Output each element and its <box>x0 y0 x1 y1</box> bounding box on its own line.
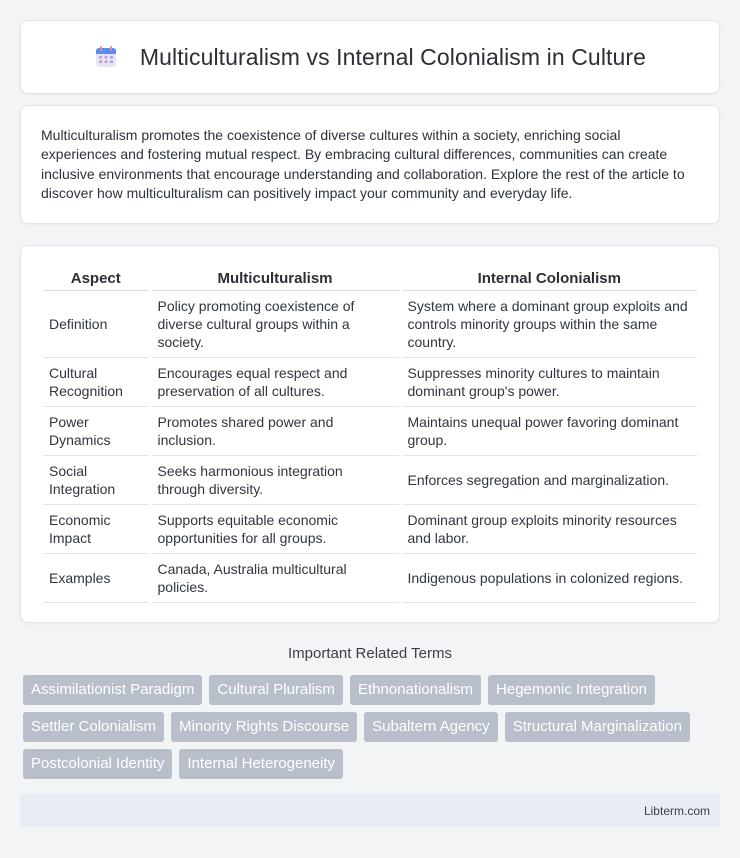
calendar-icon <box>94 45 118 69</box>
table-row <box>43 456 697 505</box>
row-internal-colonialism: Maintains unequal power favoring dominant group. <box>400 407 697 456</box>
row-internal-colonialism: Dominant group exploits minority resources and labor. <box>400 505 697 554</box>
table-row <box>43 291 697 358</box>
intro-card <box>20 105 720 224</box>
intro-text: Multiculturalism promotes the coexistence of diverse cultures within a society, enriching social experiences and fostering mutual respect. By embracing cultural differences, communities can create inclusive environments that encourage understanding and collaboration. Explore the rest of the article to discover how multiculturalism can positively impact your community and everyday life. <box>41 127 685 201</box>
row-internal-colonialism: Suppresses minority cultures to maintain dominant group's power. <box>400 358 697 407</box>
row-multiculturalism: Canada, Australia multicultural policies. <box>150 554 400 603</box>
related-terms-heading: Important Related Terms <box>288 645 452 662</box>
comparison-table <box>43 266 697 603</box>
related-terms-section <box>20 645 720 779</box>
page-title: Multiculturalism vs Internal Colonialism in Culture <box>139 43 647 70</box>
header-aspect: Aspect <box>43 266 150 291</box>
related-term-tag[interactable]: Structural Marginalization <box>505 712 690 742</box>
related-terms-list <box>20 675 720 779</box>
row-multiculturalism: Promotes shared power and inclusion. <box>150 407 400 456</box>
table-row <box>43 554 697 603</box>
title-wrap <box>94 44 646 71</box>
header-internal-colonialism: Internal Colonialism <box>400 266 697 291</box>
row-aspect: Definition <box>43 291 150 358</box>
row-multiculturalism: Policy promoting coexistence of diverse cultural groups within a society. <box>150 291 400 358</box>
header-multiculturalism: Multiculturalism <box>150 266 400 291</box>
footer-brand-link[interactable]: Libterm.com <box>643 803 710 818</box>
row-aspect: Power Dynamics <box>43 407 150 456</box>
header-card <box>20 20 720 94</box>
row-internal-colonialism: System where a dominant group exploits and controls minority groups within the same country. <box>400 291 697 358</box>
row-multiculturalism: Encourages equal respect and preservation of all cultures. <box>150 358 400 407</box>
related-term-tag[interactable]: Minority Rights Discourse <box>171 712 357 742</box>
footer <box>20 794 720 827</box>
table-row <box>43 505 697 554</box>
related-term-tag[interactable]: Assimilationist Paradigm <box>23 675 202 705</box>
related-term-tag[interactable]: Internal Heterogeneity <box>179 749 343 779</box>
row-internal-colonialism: Enforces segregation and marginalization. <box>400 456 697 505</box>
row-aspect: Economic Impact <box>43 505 150 554</box>
table-row <box>43 358 697 407</box>
row-internal-colonialism: Indigenous populations in colonized regions. <box>400 554 697 603</box>
related-term-tag[interactable]: Subaltern Agency <box>364 712 498 742</box>
related-term-tag[interactable]: Cultural Pluralism <box>209 675 343 705</box>
row-multiculturalism: Supports equitable economic opportunities for all groups. <box>150 505 400 554</box>
row-aspect: Examples <box>43 554 150 603</box>
related-term-tag[interactable]: Settler Colonialism <box>23 712 164 742</box>
related-term-tag[interactable]: Ethnonationalism <box>350 675 481 705</box>
row-aspect: Cultural Recognition <box>43 358 150 407</box>
related-term-tag[interactable]: Hegemonic Integration <box>488 675 655 705</box>
row-multiculturalism: Seeks harmonious integration through diversity. <box>150 456 400 505</box>
table-header-row <box>43 266 697 291</box>
row-aspect: Social Integration <box>43 456 150 505</box>
table-row <box>43 407 697 456</box>
related-term-tag[interactable]: Postcolonial Identity <box>23 749 172 779</box>
comparison-card <box>20 245 720 623</box>
